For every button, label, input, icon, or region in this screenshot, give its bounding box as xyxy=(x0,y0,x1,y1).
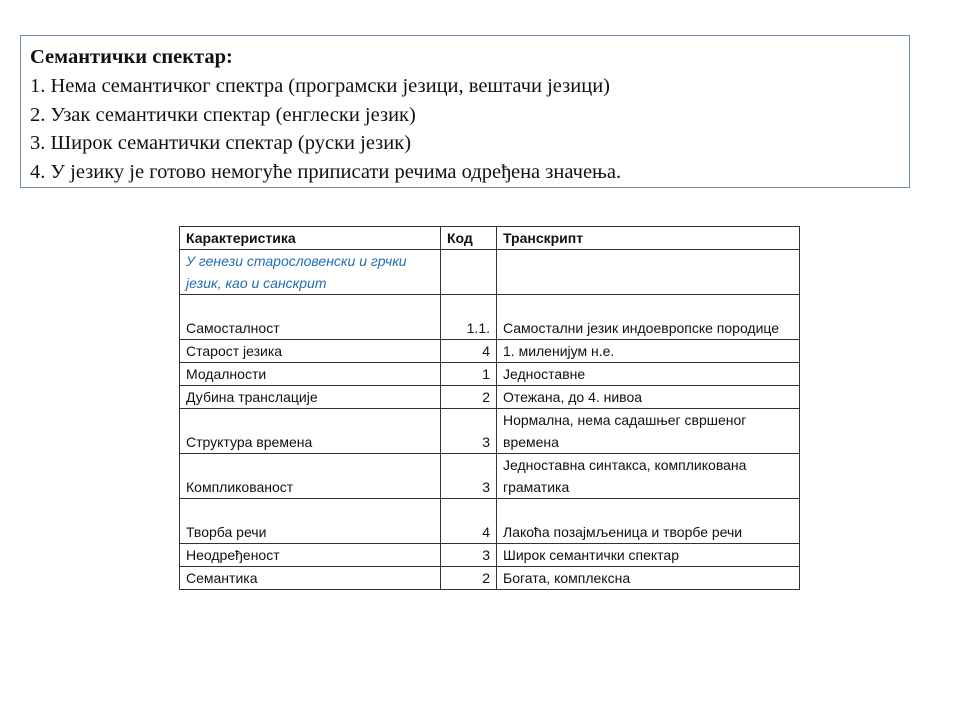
code-cell: 4 xyxy=(441,499,497,544)
transcript-cell: Отежана, до 4. нивоа xyxy=(497,386,800,409)
table-row xyxy=(180,567,800,590)
transcript-cell: 1. миленијум н.е. xyxy=(497,340,800,363)
table-row xyxy=(180,499,800,544)
table-row xyxy=(180,363,800,386)
code-cell: 1.1. xyxy=(441,295,497,340)
textbox-line: 4. У језику је готово немогуће приписати речима одређена значења. xyxy=(30,161,622,184)
characteristic-cell: Структура времена xyxy=(180,409,441,454)
characteristic-cell: Самосталност xyxy=(180,295,441,340)
code-cell: 3 xyxy=(441,544,497,567)
code-cell: 1 xyxy=(441,363,497,386)
header-transcript: Транскрипт xyxy=(497,227,800,250)
table-row xyxy=(180,409,800,454)
textbox-line: 2. Узак семантички спектар (енглески језик) xyxy=(30,103,416,126)
transcript-cell: Самостални језик индоевропске породице xyxy=(497,295,800,340)
transcript-cell: Једноставна синтакса, компликована граматика xyxy=(497,454,800,499)
table-row xyxy=(180,544,800,567)
textbox-line: 3. Широк семантички спектар (руски језик) xyxy=(30,132,412,155)
characteristic-cell: Дубина транслације xyxy=(180,386,441,409)
characteristic-cell: Компликованост xyxy=(180,454,441,499)
characteristics-table xyxy=(179,226,800,590)
transcript-cell: Лакоћа позајмљеница и творбе речи xyxy=(497,499,800,544)
characteristic-cell: Семантика xyxy=(180,567,441,590)
code-cell: 3 xyxy=(441,454,497,499)
table-row xyxy=(180,454,800,499)
transcript-cell: Широк семантички спектар xyxy=(497,544,800,567)
characteristic-cell: Модалности xyxy=(180,363,441,386)
characteristic-cell: Неодређеност xyxy=(180,544,441,567)
characteristic-cell: Старост језика xyxy=(180,340,441,363)
table-row xyxy=(180,250,800,295)
table-row xyxy=(180,340,800,363)
header-characteristic: Карактеристика xyxy=(180,227,441,250)
empty-cell xyxy=(441,250,497,295)
genesis-note: У генези старословенски и грчки језик, као и санскрит xyxy=(180,250,441,295)
textbox-title: Семантички спектар: xyxy=(30,46,233,68)
transcript-cell: Једноставне xyxy=(497,363,800,386)
semantic-spectrum-textbox xyxy=(20,35,910,188)
transcript-cell: Богата, комплексна xyxy=(497,567,800,590)
transcript-cell: Нормална, нема садашњег свршеног времена xyxy=(497,409,800,454)
code-cell: 4 xyxy=(441,340,497,363)
header-code: Код xyxy=(441,227,497,250)
table-header-row xyxy=(180,227,800,250)
empty-cell xyxy=(497,250,800,295)
code-cell: 2 xyxy=(441,386,497,409)
characteristic-cell: Творба речи xyxy=(180,499,441,544)
textbox-line: 1. Нема семантичког спектра (програмски језици, вештачи језици) xyxy=(30,74,610,97)
code-cell: 2 xyxy=(441,567,497,590)
table-row xyxy=(180,386,800,409)
table-row xyxy=(180,295,800,340)
code-cell: 3 xyxy=(441,409,497,454)
